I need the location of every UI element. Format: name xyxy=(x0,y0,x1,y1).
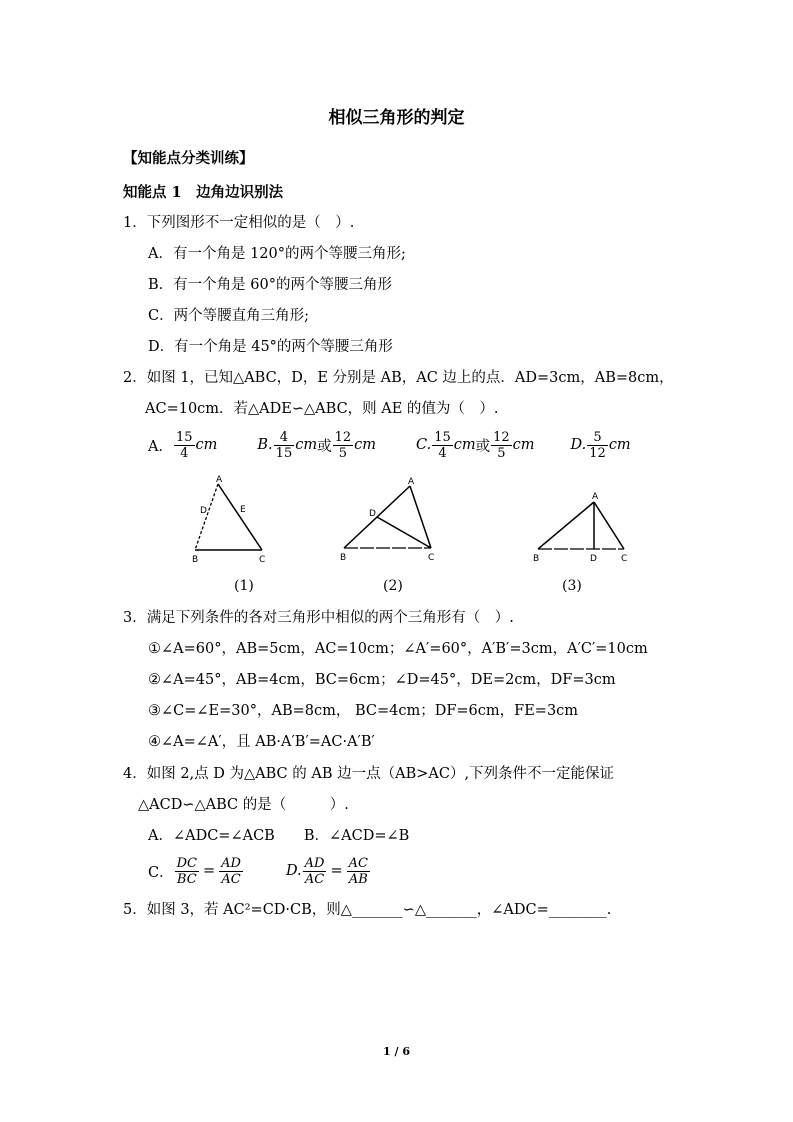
fraction: $\frac{12}{5}$ xyxy=(334,429,352,461)
q5-text: 5．如图 3，若 AC²=CD·CB，则△_______∽△_______，∠ADC=________. xyxy=(123,902,612,918)
fraction: $\frac{DC}{BC}$ xyxy=(176,855,197,887)
fraction: $\frac{4}{15}$ xyxy=(275,429,293,461)
vertex-label: B xyxy=(340,553,347,563)
q2-line2: AC=10cm．若△ADE∽△ABC，则 AE 的值为（ ）. xyxy=(145,401,499,417)
vertex-label: D xyxy=(590,554,597,564)
q2-option-d: D. $\frac{5}{12}$ cm xyxy=(570,429,631,461)
q1-option-d: D．有一个角是 45°的两个等腰三角形 xyxy=(148,339,393,355)
vertex-label: C xyxy=(621,554,628,564)
vertex-label: A xyxy=(592,492,599,502)
q2-option-b: B. $\frac{4}{15}$ cm 或 $\frac{12}{5}$ cm xyxy=(257,429,377,461)
figure-1-label: (1) xyxy=(234,578,254,594)
vertex-label: A xyxy=(216,475,223,485)
page-title: 相似三角形的判定 xyxy=(328,108,465,128)
vertex-label: B xyxy=(192,555,199,565)
figure-3-label: (3) xyxy=(562,578,582,594)
q3-stem: 3．满足下列条件的各对三角形中相似的两个三角形有（ ）. xyxy=(123,610,514,626)
q2-line1: 2．如图 1，已知△ABC，D，E 分别是 AB，AC 边上的点．AD=3cm，AB=8cm， xyxy=(123,370,674,386)
figure-2 xyxy=(334,472,449,568)
fraction: $\frac{AD}{AC}$ xyxy=(221,855,241,887)
q4-options-cd xyxy=(148,849,371,893)
vertex-label: B xyxy=(533,554,540,564)
q1-option-b: B．有一个角是 60°的两个等腰三角形 xyxy=(148,277,392,293)
q4-line1: 4．如图 2,点 D 为△ABC 的 AB 边一点（AB>AC）,下列条件不一定能保证 xyxy=(123,766,615,782)
section-heading: 【知能点分类训练】 xyxy=(123,150,254,167)
figure-1 xyxy=(180,472,280,568)
vertex-label: D xyxy=(369,509,376,519)
fraction: $\frac{AC}{AB}$ xyxy=(348,855,368,887)
fraction: $\frac{15}{4}$ xyxy=(434,429,451,461)
fraction: $\frac{5}{12}$ xyxy=(589,429,606,461)
figure-3 xyxy=(528,486,638,570)
q3-item-3: ③∠C=∠E=30°，AB=8cm， BC=4cm；DF=6cm，FE=3cm xyxy=(148,703,579,719)
q4-option-d: D. $\frac{AD}{AC}$ = $\frac{AC}{AB}$ xyxy=(285,855,368,887)
q1-option-a: A．有一个角是 120°的两个等腰三角形; xyxy=(148,246,406,262)
q3-item-2: ②∠A=45°，AB=4cm，BC=6cm；∠D=45°，DE=2cm，DF=3cm xyxy=(148,672,616,688)
q4-option-c: C． $\frac{DC}{BC}$ = $\frac{AD}{AC}$ xyxy=(148,855,241,887)
fraction: $\frac{15}{4}$ xyxy=(175,429,193,461)
q3-item-1: ①∠A=60°，AB=5cm，AC=10cm；∠A′=60°，A′B′=3cm，A′C′=10cm xyxy=(148,641,648,657)
fraction: $\frac{12}{5}$ xyxy=(493,429,510,461)
q1-option-c: C．两个等腰直角三角形; xyxy=(148,308,309,324)
fraction: $\frac{AD}{AC}$ xyxy=(304,855,325,887)
q2-option-c: C. $\frac{15}{4}$ cm 或 $\frac{12}{5}$ cm xyxy=(416,429,535,461)
q2-option-a: A． $\frac{15}{4}$ cm xyxy=(148,429,218,461)
vertex-label: E xyxy=(240,505,246,515)
q4-line2: △ACD∽△ABC 的是（ ）. xyxy=(138,797,349,813)
subsection-heading: 知能点 1 边角边识别法 xyxy=(123,184,284,201)
q4-options-ab: A．∠ADC=∠ACB B．∠ACD=∠B xyxy=(148,828,410,844)
figure-2-label: (2) xyxy=(383,578,403,594)
q3-item-4: ④∠A=∠A′，且 AB·A′B′=AC·A′B′ xyxy=(148,734,375,750)
q1-stem: 1．下列图形不一定相似的是（ ）. xyxy=(123,215,355,231)
vertex-label: A xyxy=(408,477,415,487)
q2-options xyxy=(148,423,631,467)
vertex-label: C xyxy=(428,553,435,563)
vertex-label: C xyxy=(259,555,266,565)
vertex-label: D xyxy=(200,506,207,516)
page-number: 1 / 6 xyxy=(383,1045,410,1058)
